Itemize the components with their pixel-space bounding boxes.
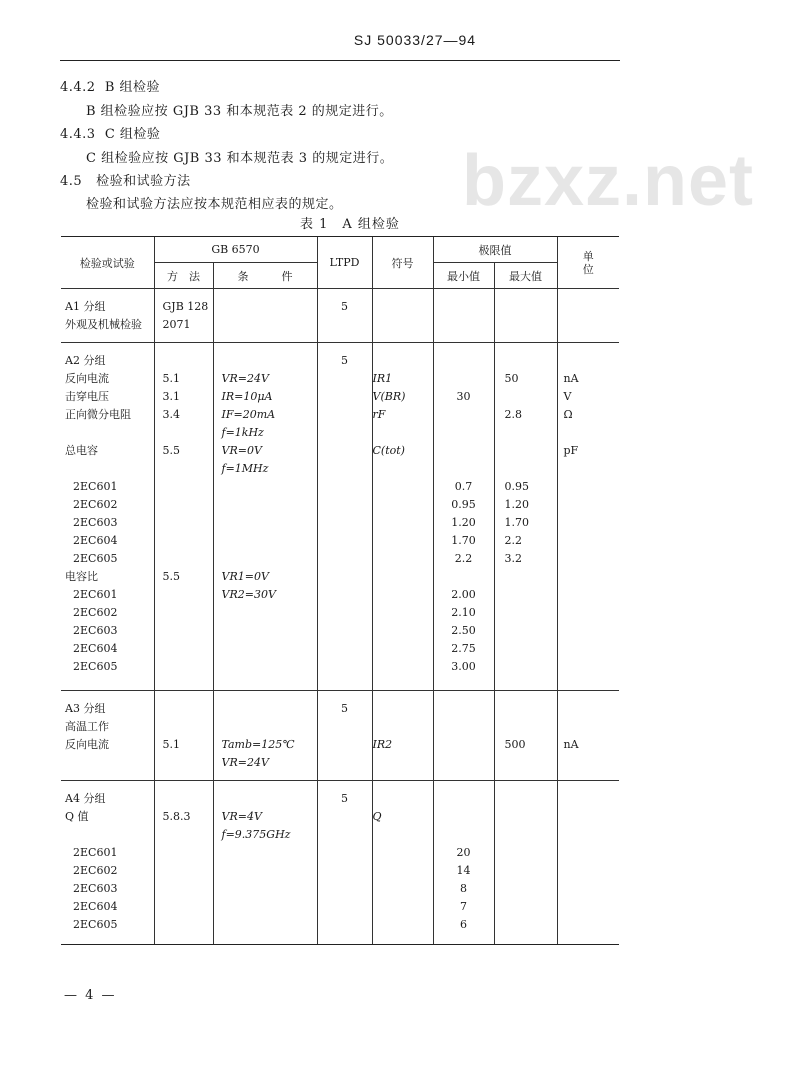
conditions-line [214,496,317,514]
cell-conditions [213,781,317,945]
item-line: 反向电流 [65,372,109,385]
symbol-line [373,460,433,478]
item-line: 外观及机械检验 [65,318,142,331]
symbol-line [373,586,433,604]
item-line: 正向微分电阻 [65,408,131,421]
conditions-line [214,352,317,370]
cell-item [61,691,154,781]
header-rule [60,60,620,61]
symbol-line [373,658,433,676]
cell-symbol [372,691,433,781]
cell-unit [557,691,619,781]
symbol-line [373,700,433,718]
document-number: SJ 50033/27—94 [353,32,477,48]
conditions-line [214,640,317,658]
cell-min-value [433,289,494,343]
method-line [155,790,213,808]
cell-symbol [372,781,433,945]
max-value-line [495,658,557,676]
min-value-line: 2.75 [451,642,476,655]
unit-line [558,568,620,586]
cell-min-value [433,343,494,691]
conditions-line: f=1kHz [221,426,264,439]
symbol-line: Q [372,810,382,823]
method-line: GJB 128 [162,300,209,313]
item-line: 2EC603 [73,624,118,637]
conditions-line [214,658,317,676]
max-value-line: 0.95 [504,480,529,493]
method-line: 2071 [162,318,191,331]
unit-line [558,424,620,442]
unit-line [558,460,620,478]
min-value-line [434,442,494,460]
min-value-line: 3.00 [451,660,476,673]
symbol-line: C(tot) [372,444,405,457]
method-line: 5.1 [162,738,180,751]
conditions-line: VR2=30V [221,588,276,601]
table-group-row [61,691,619,781]
conditions-line: IR=10μA [221,390,273,403]
watermark: bzxz.net [462,141,755,221]
section-4-4-3-heading [60,123,160,142]
cell-method [154,343,213,691]
unit-line [558,718,620,736]
cell-ltpd [317,343,372,691]
unit-line [558,352,620,370]
conditions-line [214,478,317,496]
min-value-line: 7 [460,900,467,913]
table-group-row [61,343,619,691]
conditions-line: VR=24V [221,756,269,769]
section-title: B 组检验 [104,80,161,95]
min-value-line: 8 [460,882,467,895]
section-4-5-heading [60,170,191,189]
unit-line: nA [563,372,579,385]
min-value-line: 2.50 [451,624,476,637]
conditions-line [214,514,317,532]
cell-max-value [494,343,557,691]
section-number: 4.4.2 [60,80,96,95]
symbol-line [373,568,433,586]
item-line: 2EC601 [73,846,118,859]
section-4-4-2-body: B 组检验应按 GJB 33 和本规范表 2 的规定进行。 [86,104,393,119]
min-value-line [434,808,494,826]
min-value-line [434,568,494,586]
item-line: 2EC604 [73,642,118,655]
max-value-line: 50 [504,372,519,385]
item-line: 反向电流 [65,738,109,751]
min-value-line: 6 [460,918,467,931]
cell-symbol [372,343,433,691]
min-value-line [434,406,494,424]
cell-conditions [213,691,317,781]
min-value-line [434,424,494,442]
item-line: A3 分组 [65,702,106,715]
min-value-line: 14 [456,864,471,877]
method-line [155,460,213,478]
symbol-line [373,514,433,532]
min-value-line [434,370,494,388]
min-value-line: 2.2 [454,552,473,565]
unit-line [558,550,620,568]
item-line: 2EC602 [73,606,118,619]
min-value-line [434,826,494,844]
method-line [155,586,213,604]
max-value-line: 1.20 [504,498,529,511]
max-value-line [495,604,557,622]
unit-line: pF [563,444,579,457]
symbol-line: IR1 [372,372,393,385]
cell-method [154,781,213,945]
conditions-line: IF=20mA [221,408,276,421]
header-item: 检验或试验 [61,237,154,289]
section-4-4-3-body: C 组检验应按 GJB 33 和本规范表 3 的规定进行。 [86,151,394,166]
conditions-line: Tamb=125℃ [221,738,295,751]
max-value-line: 1.70 [504,516,529,529]
section-title: 检验和试验方法 [96,174,191,189]
method-line [155,604,213,622]
cell-max-value [494,691,557,781]
unit-line: V [563,390,572,403]
a-group-inspection-table [61,236,619,945]
max-value-line [495,388,557,406]
unit-line [558,622,620,640]
cell-max-value [494,289,557,343]
table-group-row [61,781,619,945]
symbol-line [373,790,433,808]
header-conditions: 条 件 [213,263,317,289]
min-value-line: 2.00 [451,588,476,601]
cell-unit [557,289,619,343]
min-value-line: 20 [456,846,471,859]
conditions-line [214,604,317,622]
max-value-line [495,640,557,658]
conditions-line: VR=0V [221,444,262,457]
symbol-line [373,496,433,514]
method-line [155,640,213,658]
item-line [61,460,154,478]
min-value-line: 1.70 [451,534,476,547]
item-line: Q 值 [65,810,89,823]
method-line [155,550,213,568]
item-line: 高温工作 [65,720,109,733]
max-value-line: 3.2 [504,552,522,565]
item-line: 2EC604 [73,900,118,913]
cell-max-value [494,781,557,945]
cell-item [61,289,154,343]
max-value-line [495,424,557,442]
item-line: 2EC605 [73,660,118,673]
conditions-line [214,700,317,718]
section-number: 4.4.3 [60,127,96,142]
unit-line [558,604,620,622]
method-line: 5.5 [162,570,180,583]
conditions-line: VR1=0V [221,570,269,583]
conditions-line: VR=4V [221,810,262,823]
table-caption: 表 1 A 组检验 [300,217,400,232]
header-ltpd: LTPD [317,237,372,289]
method-line [155,718,213,736]
max-value-line [495,700,557,718]
conditions-line [214,532,317,550]
cell-method [154,289,213,343]
unit-line [558,658,620,676]
max-value-line [495,718,557,736]
cell-unit [557,343,619,691]
item-line: A2 分组 [65,354,106,367]
unit-line: nA [563,738,579,751]
conditions-line [214,790,317,808]
cell-item [61,781,154,945]
unit-line [558,496,620,514]
header-min: 最小值 [433,263,494,289]
symbol-line [373,622,433,640]
min-value-line [434,352,494,370]
item-line: A4 分组 [65,792,106,805]
min-value-line: 30 [456,390,471,403]
unit-line [558,640,620,658]
table-group-row [61,289,619,343]
max-value-line: 500 [504,738,526,751]
header-limits: 极限值 [433,237,557,263]
cell-conditions [213,343,317,691]
unit-line [558,586,620,604]
min-value-line [434,790,494,808]
method-line: 5.5 [162,444,180,457]
conditions-line [214,718,317,736]
item-line: 2EC605 [73,918,118,931]
section-title: C 组检验 [104,127,161,142]
method-line [155,352,213,370]
max-value-line: 2.8 [504,408,522,421]
item-line [61,424,154,442]
item-line [61,826,154,844]
symbol-line: V(BR) [372,390,406,403]
symbol-line [373,478,433,496]
method-line [155,622,213,640]
method-line [155,514,213,532]
item-line: 2EC604 [73,534,118,547]
ltpd-line: 5 [341,354,348,367]
symbol-line [373,604,433,622]
section-4-4-2-heading [60,76,160,95]
cell-min-value [433,691,494,781]
max-value-line: 2.2 [504,534,522,547]
item-line: 2EC602 [73,864,118,877]
conditions-line: VR=24V [221,372,269,385]
min-value-line [434,460,494,478]
item-line: 2EC603 [73,882,118,895]
section-4-5-body: 检验和试验方法应按本规范相应表的规定。 [86,197,343,212]
ltpd-line: 5 [341,792,348,805]
item-line: 2EC601 [73,588,118,601]
unit-line [558,478,620,496]
conditions-line [214,622,317,640]
method-line [155,478,213,496]
header-standard: GB 6570 [154,237,317,263]
cell-unit [557,781,619,945]
method-line [155,496,213,514]
page-number: — 4 — [64,988,117,1003]
conditions-line [214,550,317,568]
max-value-line [495,442,557,460]
conditions-line: f=9.375GHz [221,828,291,841]
item-line: 总电容 [65,444,98,457]
method-line [155,424,213,442]
section-number: 4.5 [60,174,83,189]
item-line: 击穿电压 [65,390,109,403]
method-line [155,658,213,676]
cell-ltpd [317,289,372,343]
unit-line: Ω [563,408,573,421]
symbol-line: IR2 [372,738,393,751]
ltpd-line: 5 [341,300,348,313]
min-value-line: 0.95 [451,498,476,511]
method-line: 3.4 [162,408,180,421]
method-line [155,700,213,718]
unit-line [558,514,620,532]
item-line: A1 分组 [65,300,106,313]
header-unit: 单 位 [557,237,619,289]
item-line: 2EC602 [73,498,118,511]
conditions-line: f=1MHz [221,462,269,475]
symbol-line [373,640,433,658]
method-line: 3.1 [162,390,180,403]
cell-item [61,343,154,691]
method-line: 5.1 [162,372,180,385]
min-value-line: 1.20 [451,516,476,529]
cell-symbol [372,289,433,343]
max-value-line [495,352,557,370]
max-value-line [495,460,557,478]
cell-min-value [433,781,494,945]
ltpd-line: 5 [341,702,348,715]
header-method: 方 法 [154,263,213,289]
item-line: 2EC601 [73,480,118,493]
min-value-line: 2.10 [451,606,476,619]
header-max: 最大值 [494,263,557,289]
max-value-line [495,568,557,586]
header-symbol: 符号 [372,237,433,289]
unit-line [558,700,620,718]
method-line [155,532,213,550]
cell-ltpd [317,781,372,945]
item-line: 2EC605 [73,552,118,565]
symbol-line [373,718,433,736]
symbol-line [373,550,433,568]
method-line: 5.8.3 [162,810,191,823]
unit-line [558,532,620,550]
cell-ltpd [317,691,372,781]
item-line: 2EC603 [73,516,118,529]
cell-conditions [213,289,317,343]
symbol-line [373,532,433,550]
symbol-line [373,424,433,442]
symbol-line: rF [372,408,386,421]
max-value-line [495,622,557,640]
min-value-line: 0.7 [454,480,473,493]
item-line: 电容比 [65,570,98,583]
max-value-line [495,586,557,604]
symbol-line [373,352,433,370]
cell-method [154,691,213,781]
